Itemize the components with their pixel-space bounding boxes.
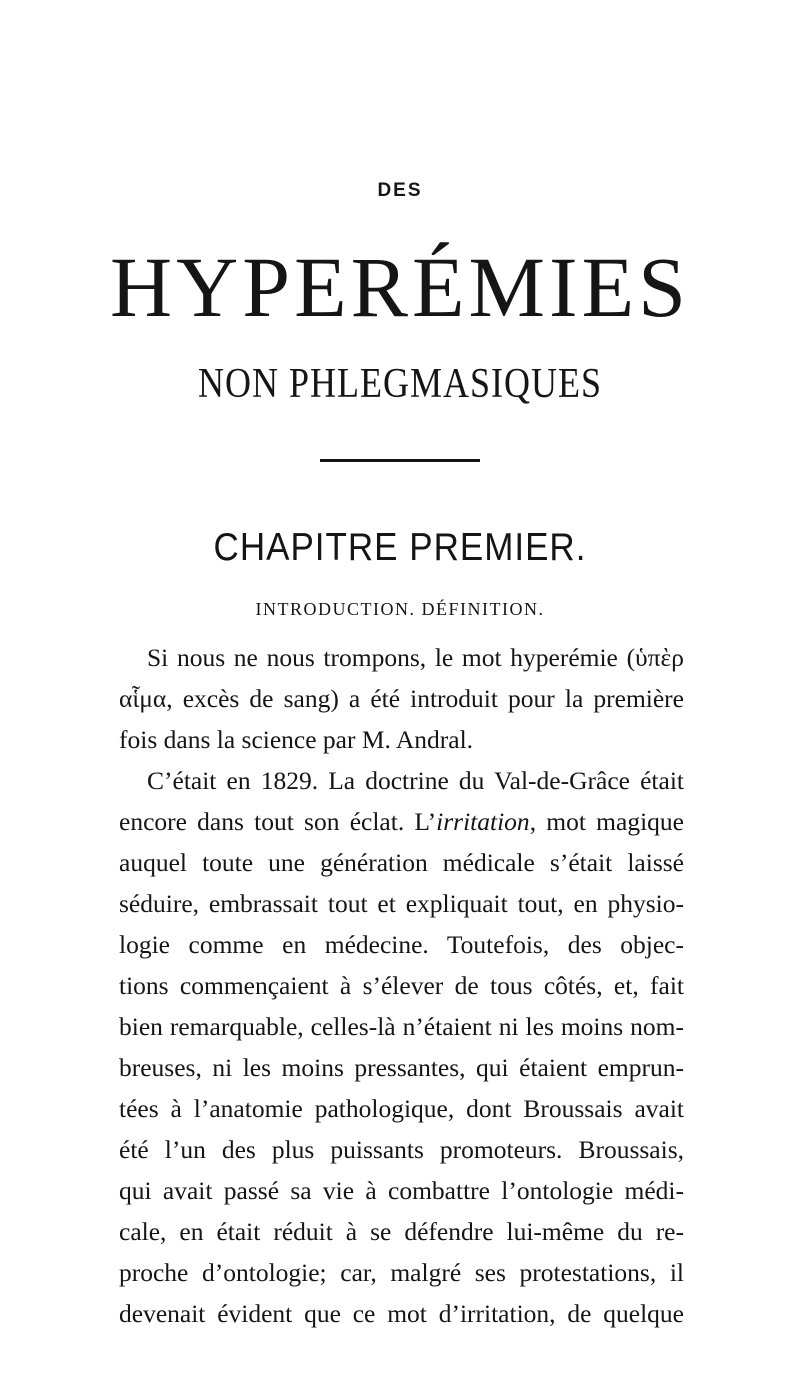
title-rule [320,459,480,462]
section-title: INTRODUCTION. DÉFINITION. [255,599,545,619]
body-line: été l’un des plus puissants promoteurs. Broussais, [119,1135,684,1164]
body-text [119,637,684,1334]
main-title: HYPERÉMIES [110,239,690,335]
body-line: αἷμα, excès de sang) a été introduit pour la première [119,684,684,713]
chapter-title: CHAPITRE PREMIER. [213,526,587,569]
body-line: C’était en 1829. La doctrine du Val-de-Grâce était [147,766,684,795]
body-line-part: , mot magique [529,807,684,836]
body-line: tions commençaient à s’élever de tous côtés, et, fait [119,971,684,1000]
body-line: fois dans la science par M. Andral. [119,725,474,754]
body-line: auquel toute une génération médicale s’était laissé [119,848,684,877]
body-line: proche d’ontologie; car, malgré ses protestations, il [119,1258,684,1287]
body-line: logie comme en médecine. Toutefois, des objec- [119,930,684,959]
body-line: Si nous ne nous trompons, le mot hyperémie (ὑπὲρ [147,643,684,672]
italic-term: irritation [436,807,530,836]
subtitle: NON PHLEGMASIQUES [197,359,603,407]
body-line: séduire, embrassait tout et expliquait tout, en physio- [119,889,684,918]
body-line: breuses, ni les moins pressantes, qui étaient emprun- [119,1053,684,1082]
body-line: tées à l’anatomie pathologique, dont Broussais avait [119,1094,684,1123]
body-line: cale, en était réduit à se défendre lui-même du re- [119,1217,684,1246]
body-line-mixed [119,801,684,842]
body-line: qui avait passé sa vie à combattre l’ontologie médi- [119,1176,684,1205]
body-line: devenait évident que ce mot d’irritation, de quelque [119,1299,684,1328]
body-line: bien remarquable, celles-là n’étaient ni les moins nom- [119,1012,684,1041]
body-line-part: encore dans tout son éclat. L’ [119,807,437,836]
over-title: DES [377,180,423,201]
